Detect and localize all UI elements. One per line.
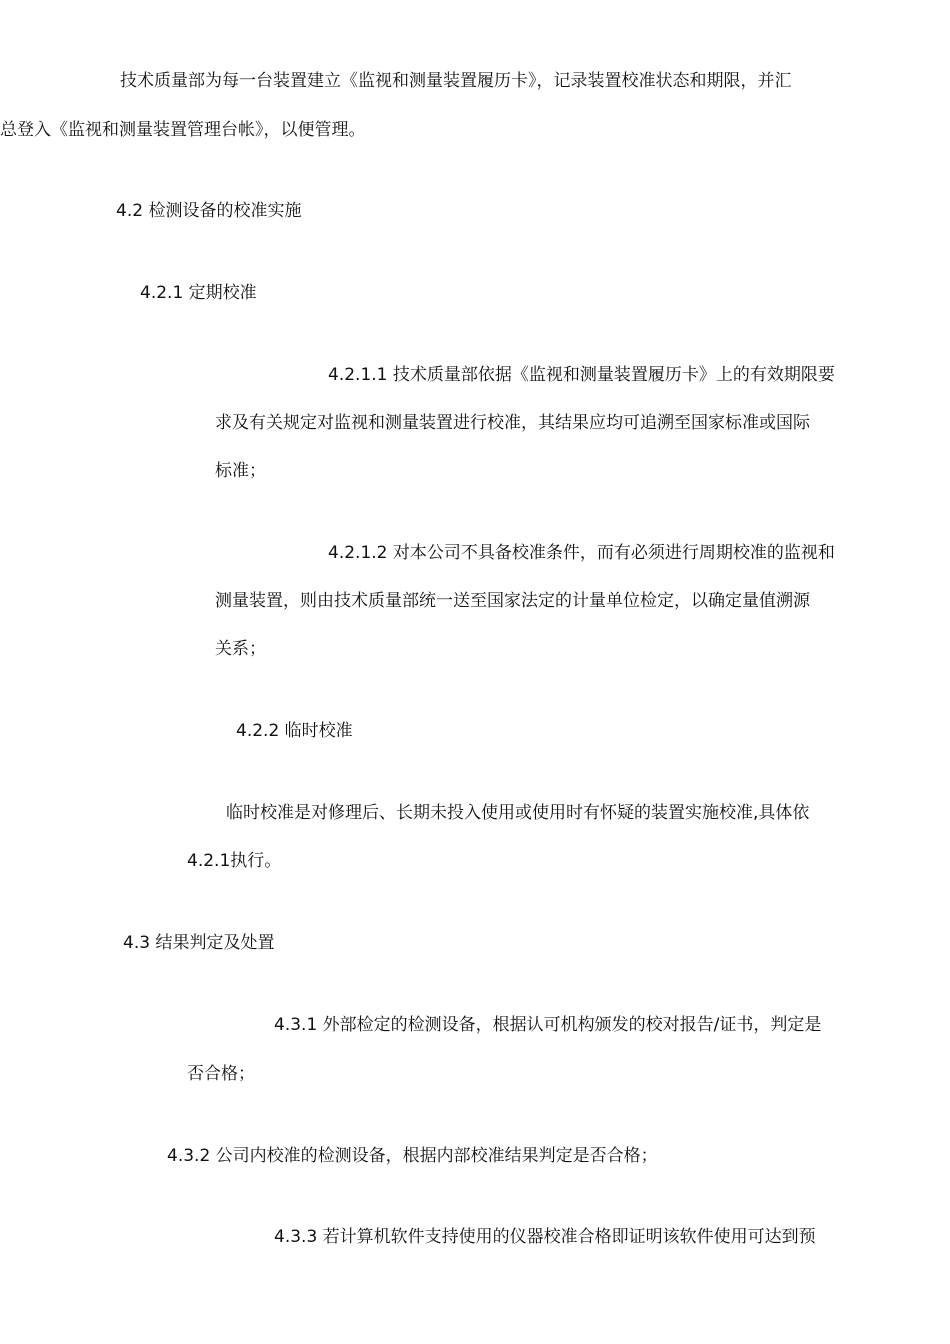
clause-4-3-3-line-1: 4.3.3 若计算机软件支持使用的仪器校准合格即证明该软件使用可达到预 <box>274 1227 816 1247</box>
clause-4-2-1-2-line-3: 关系； <box>215 639 266 659</box>
section-4-2-2-heading: 4.2.2 临时校准 <box>236 721 353 741</box>
clause-4-3-1-line-2: 否合格； <box>187 1064 255 1084</box>
intro-paragraph-line-2: 总登入《监视和测量装置管理台帐》，以便管理。 <box>0 120 366 140</box>
clause-4-2-1-1-line-2: 求及有关规定对监视和测量装置进行校准，其结果应均可追溯至国家标准或国际 <box>215 413 810 433</box>
intro-paragraph-line-1: 技术质量部为每一台装置建立《监视和测量装置履历卡》，记录装置校准状态和期限，并汇 <box>120 71 792 91</box>
section-4-2-1-heading: 4.2.1 定期校准 <box>140 283 257 303</box>
clause-4-2-1-2-line-2: 测量装置，则由技术质量部统一送至国家法定的计量单位检定，以确定量值溯源 <box>215 591 810 611</box>
clause-4-2-1-1-line-3: 标准； <box>215 461 266 481</box>
clause-4-2-1-1-line-1: 4.2.1.1 技术质量部依据《监视和测量装置履历卡》上的有效期限要 <box>328 365 835 385</box>
section-4-3-heading: 4.3 结果判定及处置 <box>123 933 275 953</box>
clause-4-2-1-2-line-1: 4.2.1.2 对本公司不具备校准条件，而有必须进行周期校准的监视和 <box>328 543 835 563</box>
clause-4-3-2-line-1: 4.3.2 公司内校准的检测设备，根据内部校准结果判定是否合格； <box>167 1146 658 1166</box>
clause-4-2-2-line-1: 临时校准是对修理后、长期未投入使用或使用时有怀疑的装置实施校准,具体依 <box>226 803 810 823</box>
clause-4-3-1-line-1: 4.3.1 外部检定的检测设备，根据认可机构颁发的校对报告/证书，判定是 <box>274 1015 822 1035</box>
clause-4-2-2-line-2: 4.2.1执行。 <box>187 851 282 871</box>
section-4-2-heading: 4.2 检测设备的校准实施 <box>116 201 302 221</box>
